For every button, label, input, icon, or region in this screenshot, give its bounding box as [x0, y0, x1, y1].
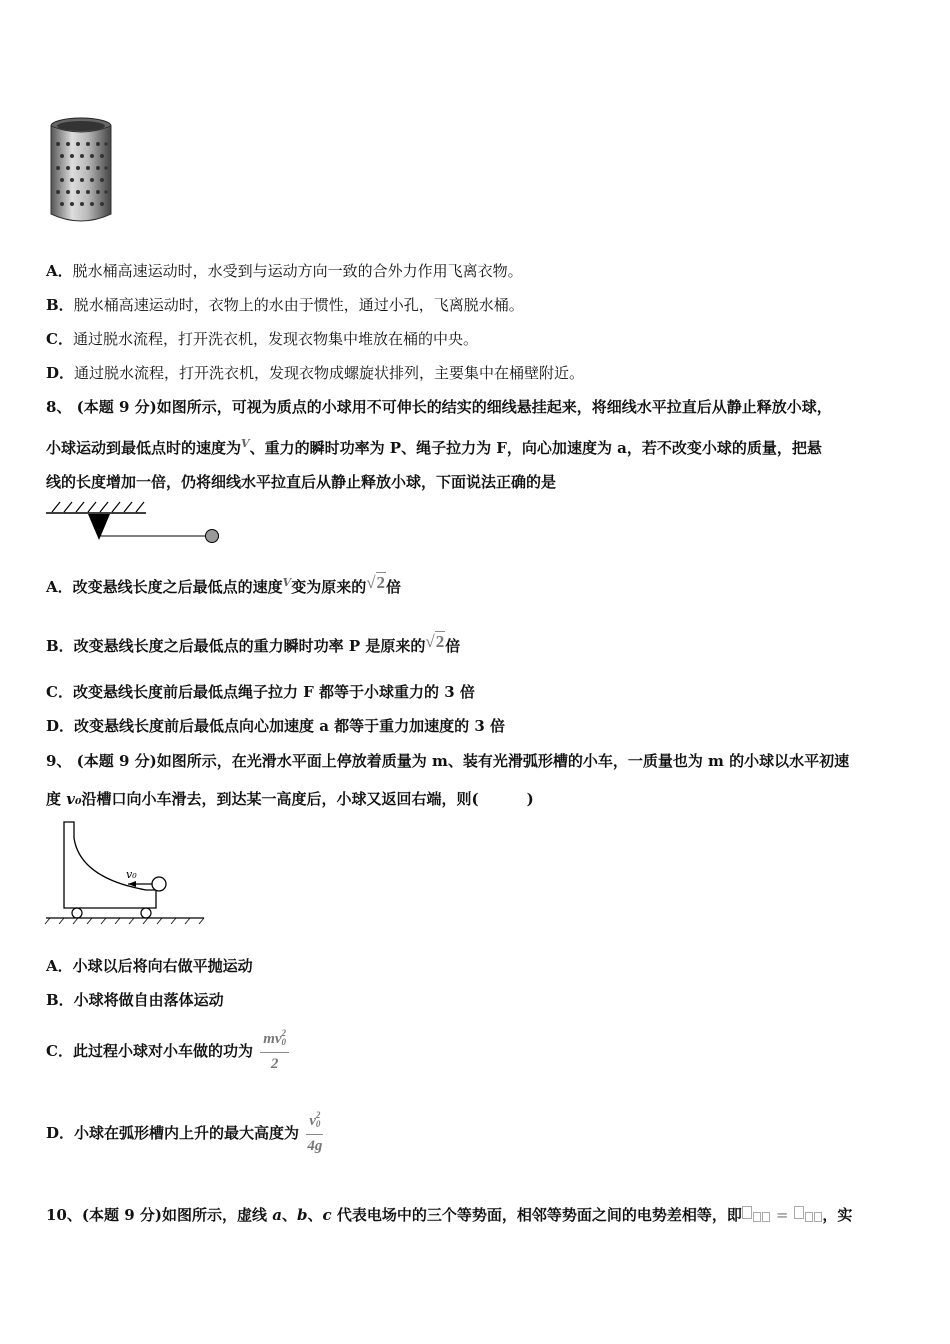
- equals-sign: =: [775, 1206, 789, 1224]
- q8-option-b-pre: B．改变悬线长度之后最低点的重力瞬时功率 P 是原来的: [46, 637, 426, 655]
- q9-stem-line2: [46, 789, 534, 809]
- q8-stem-line2: [46, 434, 822, 458]
- q7-option-c: [46, 329, 478, 349]
- work-numerator: [260, 1029, 289, 1053]
- missing-glyph-icon: [753, 1212, 761, 1222]
- height-fraction: [306, 1111, 323, 1157]
- q7-option-a-label: A．: [46, 262, 73, 280]
- q9-stem-line1: 9、 (本题 9 分)如图所示，在光滑水平面上停放着质量为 m、装有光滑弧形槽的小车，一质量也为 m 的小球以水平初速: [46, 752, 850, 770]
- q7-option-b-text: 脱水桶高速运动时，衣物上的水由于惯性，通过小孔，飞离脱水桶。: [73, 296, 524, 314]
- q7-option-b-label: B．: [46, 296, 74, 314]
- q7-option-a-text: 脱水桶高速运动时，水受到与运动方向一致的合外力作用飞离衣物。: [72, 262, 523, 280]
- q8-option-a-v: V: [282, 576, 292, 589]
- q10-stem-line1c: ，实: [822, 1206, 853, 1224]
- q9-stem-line2b: 沿槽口向小车滑去，到达某一高度后，小球又返回右端，则(: [81, 790, 479, 808]
- q7-option-c-text: 通过脱水流程，打开洗衣机，发现衣物集中堆放在桶的中央。: [72, 330, 478, 348]
- q8-option-d: D．改变悬线长度前后最低点向心加速度 a 都等于重力加速度的 3 倍: [46, 717, 506, 735]
- q9-v0-symbol: v₀: [66, 790, 82, 808]
- q9-option-d: [46, 1108, 323, 1158]
- exp-two: 2: [281, 1028, 287, 1038]
- pendulum-figure: [44, 500, 224, 544]
- missing-glyph-icon: [762, 1212, 770, 1222]
- exp-two: 2: [315, 1110, 321, 1120]
- q8-option-a-pre: A．改变悬线长度之后最低点的速度: [46, 578, 283, 596]
- height-denominator: 4g: [307, 1138, 323, 1154]
- work-fraction: [260, 1029, 289, 1075]
- sub-zero: 0: [281, 1037, 287, 1047]
- q10-stem-line1b: 代表电场中的三个等势面，相邻等势面之间的电势差相等，即: [331, 1206, 742, 1224]
- q10-a-symbol: a: [272, 1206, 282, 1224]
- sqrt-two-symbol: √2: [366, 573, 386, 592]
- q10-b-symbol: b: [296, 1206, 308, 1224]
- q8-v-symbol: V: [241, 437, 250, 450]
- work-denominator: 2: [270, 1056, 279, 1072]
- q10-stem-line1: [46, 1205, 852, 1225]
- q8-stem-line3: 线的长度增加一倍，仍将细线水平拉直后从静止释放小球，下面说法正确的是: [46, 473, 557, 491]
- missing-glyph-icon: [805, 1212, 813, 1222]
- q9-option-b: B．小球将做自由落体运动: [46, 991, 224, 1009]
- q7-option-d-label: D．: [46, 364, 75, 382]
- cart-figure: [44, 818, 208, 928]
- q10-c-symbol: c: [322, 1206, 332, 1224]
- q8-option-b-post: 倍: [445, 637, 461, 655]
- height-numerator: [306, 1111, 323, 1135]
- q8-option-a-post: 倍: [386, 578, 402, 596]
- q8-option-a: [46, 573, 401, 597]
- q9-option-c-text: C．此过程小球对小车做的功为: [46, 1042, 253, 1060]
- q9-stem-line2a: 度: [46, 790, 67, 808]
- q8-stem-line2a: 小球运动到最低点时的速度为: [46, 439, 242, 457]
- q8-stem-line1: 8、 (本题 9 分)如图所示，可视为质点的小球用不可伸长的结实的细线悬挂起来，将细线水平拉直后从静止释放小球，: [46, 398, 832, 416]
- q8-option-b: [46, 632, 460, 656]
- q7-option-b: [46, 295, 524, 315]
- q10-sep2: 、: [307, 1206, 323, 1224]
- cart-v0-label: v₀: [126, 868, 137, 881]
- q7-option-a: [46, 261, 523, 281]
- missing-glyph-icon: [742, 1206, 752, 1219]
- sqrt-radicand: 2: [435, 632, 445, 651]
- q8-option-a-mid: 变为原来的: [291, 578, 367, 596]
- q9-option-a: A．小球以后将向右做平抛运动: [46, 957, 253, 975]
- q9-stem-line2c: ): [526, 790, 534, 808]
- q10-sep1: 、: [281, 1206, 297, 1224]
- potential-diff-ab: [742, 1206, 770, 1224]
- q10-stem-line1a: 10、(本题 9 分)如图所示，虚线: [46, 1206, 273, 1224]
- q9-option-d-text: D．小球在弧形槽内上升的最大高度为: [46, 1124, 300, 1142]
- work-numerator-base: mv: [263, 1031, 282, 1047]
- q8-option-c: C．改变悬线长度前后最低点绳子拉力 F 都等于小球重力的 3 倍: [46, 683, 475, 701]
- q7-option-d-text: 通过脱水流程，打开洗衣机，发现衣物成螺旋状排列，主要集中在桶壁附近。: [74, 364, 585, 382]
- missing-glyph-icon: [794, 1206, 804, 1219]
- q7-option-c-label: C．: [46, 330, 73, 348]
- sub-zero: 0: [315, 1119, 321, 1129]
- q8-stem-line2b: 、重力的瞬时功率为 P、绳子拉力为 F，向心加速度为 a，若不改变小球的质量，把悬: [249, 439, 822, 457]
- sqrt-two-symbol: √2: [425, 632, 445, 651]
- drum-figure: [46, 116, 116, 228]
- height-numerator-base: v: [309, 1113, 316, 1129]
- q7-option-d: [46, 363, 584, 383]
- potential-diff-bc: [794, 1206, 822, 1224]
- sqrt-radicand: 2: [376, 573, 386, 592]
- q9-option-c: [46, 1026, 289, 1076]
